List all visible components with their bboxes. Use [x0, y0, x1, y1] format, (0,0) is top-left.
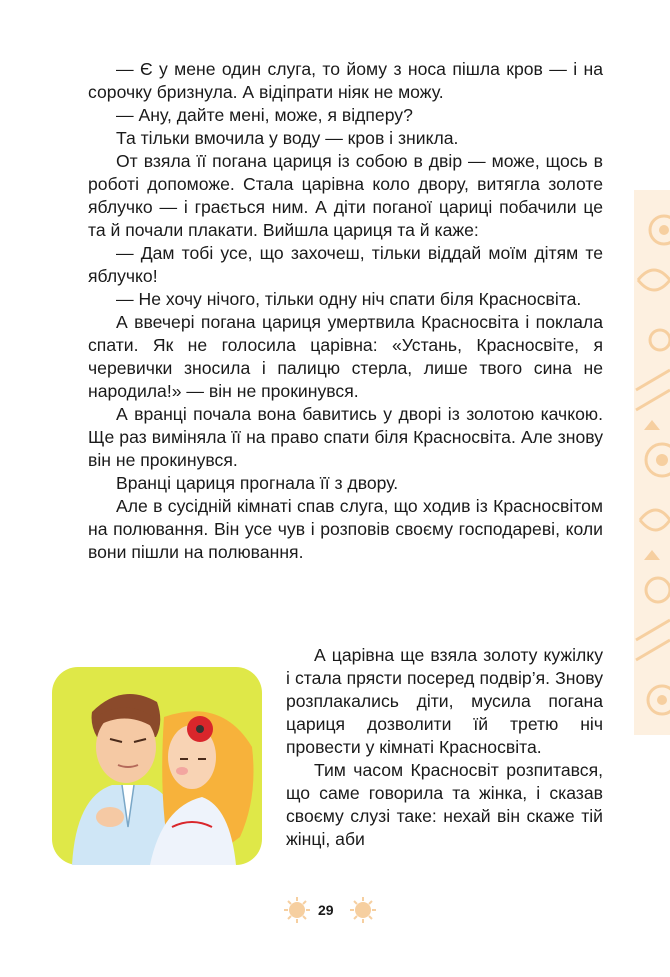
- paragraph: — Дам тобі усе, що захочеш, тільки віддай моїм дітям те яблучко!: [88, 243, 603, 286]
- paragraph: Але в сусідній кімнаті спав слуга, що ходив із Красносвітом на полювання. Він усе чув і розповів своєму господареві, коли вони пішли на полювання.: [88, 496, 603, 562]
- paragraph: — Є у мене один слуга, то йому з носа пішла кров — і на сорочку бризнула. А відіпрати ніяк не можу.: [88, 59, 603, 102]
- paragraph: А ввечері погана цариця умертвила Красносвіта і поклала спати. Як не голосила царівна: «Устань, Красносвіте, я черевички зносила і палицю стерла, лише твого сина не народила!» — він не прокинувся.: [88, 312, 603, 401]
- illustration-couple: [52, 667, 262, 865]
- page-number: 29: [318, 902, 334, 918]
- page-footer: [0, 897, 670, 927]
- sun-ornament-icon: [284, 897, 310, 923]
- main-text: [88, 58, 603, 564]
- paragraph: Та тільки вмочила у воду — кров і зникла.: [116, 128, 459, 148]
- paragraph: А царівна ще взяла золоту кужілку і стала прясти посеред подвір’я. Знову розплакались діти, мусила погана цариця дозволити їй третю ніч провести у кімнаті Красносвіта.: [286, 645, 603, 757]
- paragraph: — Ану, дайте мені, може, я відперу?: [116, 105, 413, 125]
- paragraph: От взяла її погана цариця із собою в двір — може, щось в роботі допоможе. Стала царівна коло двору, витягла золоте яблучко — і грається ним. А діти поганої цариці побачили це та й почали плакати. Вийшла цариця та й каже:: [88, 151, 603, 240]
- paragraph: Вранці цариця прогнала її з двору.: [116, 473, 399, 493]
- paragraph: А вранці почала вона бавитись у дворі із золотою качкою. Ще раз виміняла її на право спати біля Красносвіта. Але знову він не прокинувся.: [88, 404, 603, 470]
- side-ornament: [634, 190, 670, 735]
- paragraph: Тим часом Красносвіт розпитався, що саме говорила та жінка, і сказав своєму слузі таке: нехай він скаже тій жінці, аби: [286, 760, 603, 849]
- paragraph: — Не хочу нічого, тільки одну ніч спати біля Красносвіта.: [116, 289, 582, 309]
- sun-ornament-icon: [350, 897, 376, 923]
- wrapped-text: [286, 644, 603, 851]
